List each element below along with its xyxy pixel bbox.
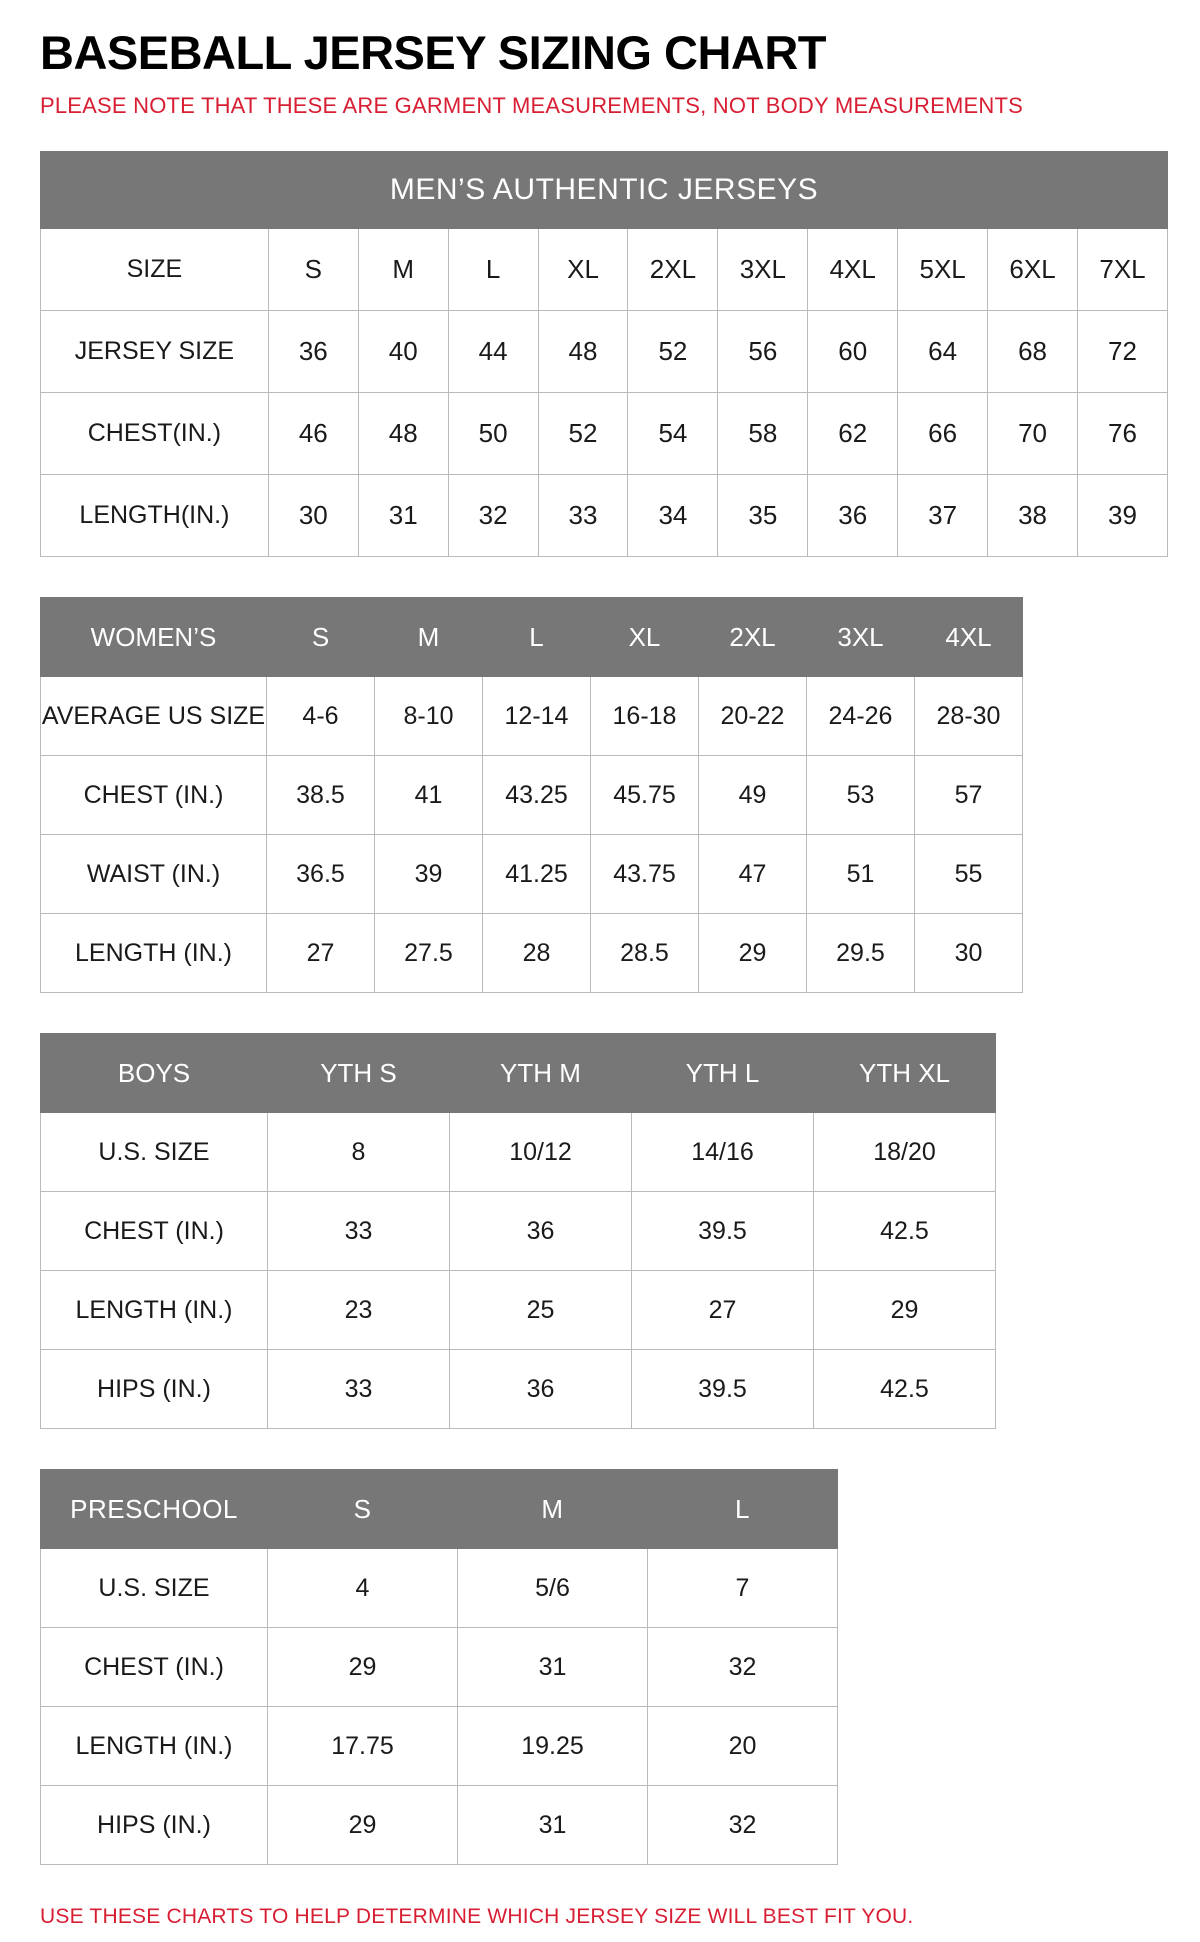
table-row <box>41 1707 838 1786</box>
data-cell: 20 <box>648 1707 838 1786</box>
data-cell: 25 <box>450 1271 632 1350</box>
data-cell: 7 <box>648 1549 838 1628</box>
data-cell: 62 <box>808 393 898 475</box>
mens-size-cell: 4XL <box>808 229 898 311</box>
data-cell: 29.5 <box>807 914 915 993</box>
data-cell: 39.5 <box>632 1192 814 1271</box>
mens-sizing-table <box>40 151 1168 557</box>
womens-size-cell: 4XL <box>915 598 1023 677</box>
data-cell: 47 <box>699 835 807 914</box>
preschool-header-row <box>41 1470 838 1549</box>
data-cell: 40 <box>358 311 448 393</box>
data-cell: 28-30 <box>915 677 1023 756</box>
data-cell: 54 <box>628 393 718 475</box>
data-cell: 66 <box>898 393 988 475</box>
data-cell: 58 <box>718 393 808 475</box>
table-row <box>41 1192 996 1271</box>
data-cell: 44 <box>448 311 538 393</box>
row-label: CHEST (IN.) <box>41 756 267 835</box>
data-cell: 57 <box>915 756 1023 835</box>
table-row <box>41 756 1023 835</box>
data-cell: 49 <box>699 756 807 835</box>
data-cell: 39.5 <box>632 1350 814 1429</box>
mens-size-header-row <box>41 229 1168 311</box>
data-cell: 27.5 <box>375 914 483 993</box>
womens-header-row <box>41 598 1023 677</box>
womens-size-cell: S <box>267 598 375 677</box>
boys-size-cell: YTH M <box>450 1034 632 1113</box>
table-row <box>41 835 1023 914</box>
mens-size-cell: 3XL <box>718 229 808 311</box>
data-cell: 32 <box>648 1786 838 1865</box>
preschool-header-label: PRESCHOOL <box>41 1470 268 1549</box>
data-cell: 37 <box>898 475 988 557</box>
womens-size-cell: 3XL <box>807 598 915 677</box>
data-cell: 8-10 <box>375 677 483 756</box>
footer-note: USE THESE CHARTS TO HELP DETERMINE WHICH JERSEY SIZE WILL BEST FIT YOU. <box>40 1905 914 1929</box>
data-cell: 32 <box>448 475 538 557</box>
data-cell: 30 <box>268 475 358 557</box>
data-cell: 45.75 <box>591 756 699 835</box>
data-cell: 53 <box>807 756 915 835</box>
data-cell: 33 <box>268 1192 450 1271</box>
womens-sizing-table <box>40 597 1023 993</box>
mens-banner-label: MEN’S AUTHENTIC JERSEYS <box>41 152 1168 229</box>
table-row <box>41 475 1168 557</box>
mens-size-cell: 2XL <box>628 229 718 311</box>
data-cell: 72 <box>1078 311 1168 393</box>
data-cell: 38 <box>988 475 1078 557</box>
table-row <box>41 311 1168 393</box>
data-cell: 32 <box>648 1628 838 1707</box>
data-cell: 41 <box>375 756 483 835</box>
data-cell: 51 <box>807 835 915 914</box>
preschool-size-cell: S <box>268 1470 458 1549</box>
row-label: U.S. SIZE <box>41 1549 268 1628</box>
mens-size-cell: XL <box>538 229 628 311</box>
womens-header-label: WOMEN’S <box>41 598 267 677</box>
data-cell: 76 <box>1078 393 1168 475</box>
data-cell: 39 <box>375 835 483 914</box>
data-cell: 43.75 <box>591 835 699 914</box>
data-cell: 35 <box>718 475 808 557</box>
data-cell: 42.5 <box>814 1192 996 1271</box>
womens-size-cell: L <box>483 598 591 677</box>
womens-size-cell: M <box>375 598 483 677</box>
row-label: AVERAGE US SIZE <box>41 677 267 756</box>
row-label: WAIST (IN.) <box>41 835 267 914</box>
data-cell: 36 <box>268 311 358 393</box>
data-cell: 8 <box>268 1113 450 1192</box>
table-row <box>41 914 1023 993</box>
data-cell: 30 <box>915 914 1023 993</box>
data-cell: 38.5 <box>267 756 375 835</box>
data-cell: 29 <box>268 1786 458 1865</box>
womens-size-cell: XL <box>591 598 699 677</box>
data-cell: 29 <box>699 914 807 993</box>
data-cell: 31 <box>458 1786 648 1865</box>
data-cell: 28.5 <box>591 914 699 993</box>
row-label: U.S. SIZE <box>41 1113 268 1192</box>
row-label: CHEST(IN.) <box>41 393 269 475</box>
table-row <box>41 1350 996 1429</box>
data-cell: 27 <box>632 1271 814 1350</box>
data-cell: 34 <box>628 475 718 557</box>
data-cell: 33 <box>268 1350 450 1429</box>
row-label: CHEST (IN.) <box>41 1192 268 1271</box>
row-label: LENGTH (IN.) <box>41 1271 268 1350</box>
data-cell: 56 <box>718 311 808 393</box>
data-cell: 70 <box>988 393 1078 475</box>
preschool-size-cell: L <box>648 1470 838 1549</box>
boys-size-cell: YTH L <box>632 1034 814 1113</box>
table-row <box>41 1549 838 1628</box>
data-cell: 23 <box>268 1271 450 1350</box>
page-title: BASEBALL JERSEY SIZING CHART <box>40 26 826 79</box>
table-row <box>41 393 1168 475</box>
data-cell: 4 <box>268 1549 458 1628</box>
data-cell: 18/20 <box>814 1113 996 1192</box>
preschool-size-cell: M <box>458 1470 648 1549</box>
data-cell: 16-18 <box>591 677 699 756</box>
table-row <box>41 1628 838 1707</box>
data-cell: 68 <box>988 311 1078 393</box>
row-label: CHEST (IN.) <box>41 1628 268 1707</box>
data-cell: 50 <box>448 393 538 475</box>
data-cell: 36 <box>450 1350 632 1429</box>
data-cell: 48 <box>538 311 628 393</box>
data-cell: 28 <box>483 914 591 993</box>
boys-sizing-table <box>40 1033 996 1429</box>
data-cell: 20-22 <box>699 677 807 756</box>
mens-size-cell: 5XL <box>898 229 988 311</box>
data-cell: 55 <box>915 835 1023 914</box>
row-label: HIPS (IN.) <box>41 1350 268 1429</box>
data-cell: 52 <box>538 393 628 475</box>
table-row <box>41 1786 838 1865</box>
row-label: LENGTH (IN.) <box>41 914 267 993</box>
data-cell: 36.5 <box>267 835 375 914</box>
data-cell: 31 <box>458 1628 648 1707</box>
boys-header-row <box>41 1034 996 1113</box>
mens-size-cell: L <box>448 229 538 311</box>
data-cell: 17.75 <box>268 1707 458 1786</box>
preschool-sizing-table <box>40 1469 838 1865</box>
table-row <box>41 1271 996 1350</box>
data-cell: 27 <box>267 914 375 993</box>
data-cell: 41.25 <box>483 835 591 914</box>
data-cell: 5/6 <box>458 1549 648 1628</box>
mens-size-cell: M <box>358 229 448 311</box>
table-row <box>41 1113 996 1192</box>
mens-size-header: SIZE <box>41 229 269 311</box>
boys-size-cell: YTH XL <box>814 1034 996 1113</box>
data-cell: 60 <box>808 311 898 393</box>
table-row <box>41 677 1023 756</box>
data-cell: 29 <box>268 1628 458 1707</box>
mens-size-cell: S <box>268 229 358 311</box>
data-cell: 36 <box>808 475 898 557</box>
data-cell: 24-26 <box>807 677 915 756</box>
row-label: JERSEY SIZE <box>41 311 269 393</box>
data-cell: 64 <box>898 311 988 393</box>
data-cell: 43.25 <box>483 756 591 835</box>
data-cell: 31 <box>358 475 448 557</box>
data-cell: 46 <box>268 393 358 475</box>
boys-header-label: BOYS <box>41 1034 268 1113</box>
mens-banner-row <box>41 152 1168 229</box>
row-label: HIPS (IN.) <box>41 1786 268 1865</box>
garment-measurement-note: PLEASE NOTE THAT THESE ARE GARMENT MEASUREMENTS, NOT BODY MEASUREMENTS <box>40 93 1024 119</box>
data-cell: 39 <box>1078 475 1168 557</box>
data-cell: 33 <box>538 475 628 557</box>
data-cell: 36 <box>450 1192 632 1271</box>
data-cell: 14/16 <box>632 1113 814 1192</box>
row-label: LENGTH(IN.) <box>41 475 269 557</box>
data-cell: 4-6 <box>267 677 375 756</box>
mens-size-cell: 6XL <box>988 229 1078 311</box>
data-cell: 52 <box>628 311 718 393</box>
mens-size-cell: 7XL <box>1078 229 1168 311</box>
womens-size-cell: 2XL <box>699 598 807 677</box>
data-cell: 29 <box>814 1271 996 1350</box>
row-label: LENGTH (IN.) <box>41 1707 268 1786</box>
data-cell: 48 <box>358 393 448 475</box>
data-cell: 19.25 <box>458 1707 648 1786</box>
data-cell: 12-14 <box>483 677 591 756</box>
data-cell: 10/12 <box>450 1113 632 1192</box>
data-cell: 42.5 <box>814 1350 996 1429</box>
boys-size-cell: YTH S <box>268 1034 450 1113</box>
